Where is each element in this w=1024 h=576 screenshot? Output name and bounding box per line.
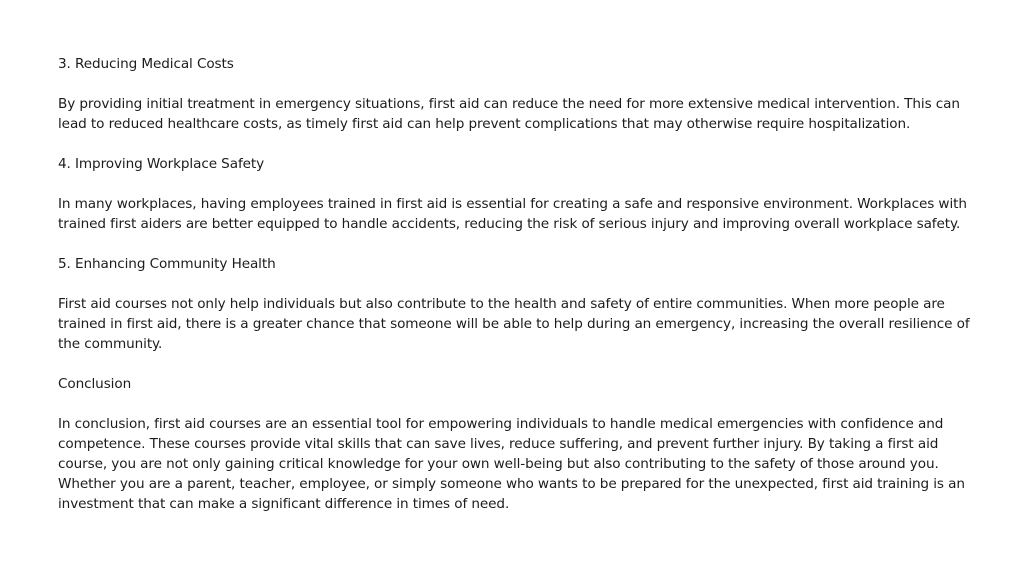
section-improving-workplace-safety bbox=[58, 154, 978, 234]
section-enhancing-community-health bbox=[58, 254, 978, 354]
section-conclusion bbox=[58, 374, 978, 514]
section-heading: 5. Enhancing Community Health bbox=[58, 256, 276, 272]
section-body: In conclusion, first aid courses are an essential tool for empowering individuals to handle medical emergencies with confidence and competence. These courses provide vital skills that can save lives, reduce suffering, and prevent further injury. By taking a first aid course, you are not only gaining critical knowledge for your own well-being but also contributing to the safety of those around you. Whether you are a parent, teacher, employee, or simply someone who wants to be prepared for the unexpected, first aid training is an investment that can make a significant difference in times of need. bbox=[58, 416, 965, 512]
section-reducing-medical-costs bbox=[58, 54, 978, 134]
document-page bbox=[58, 54, 978, 534]
section-body: By providing initial treatment in emergency situations, first aid can reduce the need for more extensive medical intervention. This can lead to reduced healthcare costs, as timely first aid can help prevent complications that may otherwise require hospitalization. bbox=[58, 96, 960, 132]
section-heading: 4. Improving Workplace Safety bbox=[58, 156, 265, 172]
section-body: First aid courses not only help individuals but also contribute to the health and safety of entire communities. When more people are trained in first aid, there is a greater chance that someone will be able to help during an emergency, increasing the overall resilience of the community. bbox=[58, 296, 970, 352]
section-heading: Conclusion bbox=[58, 376, 132, 392]
section-body: In many workplaces, having employees trained in first aid is essential for creating a safe and responsive environment. Workplaces with trained first aiders are better equipped to handle accidents, reducing the risk of serious injury and improving overall workplace safety. bbox=[58, 196, 967, 232]
section-heading: 3. Reducing Medical Costs bbox=[58, 56, 234, 72]
